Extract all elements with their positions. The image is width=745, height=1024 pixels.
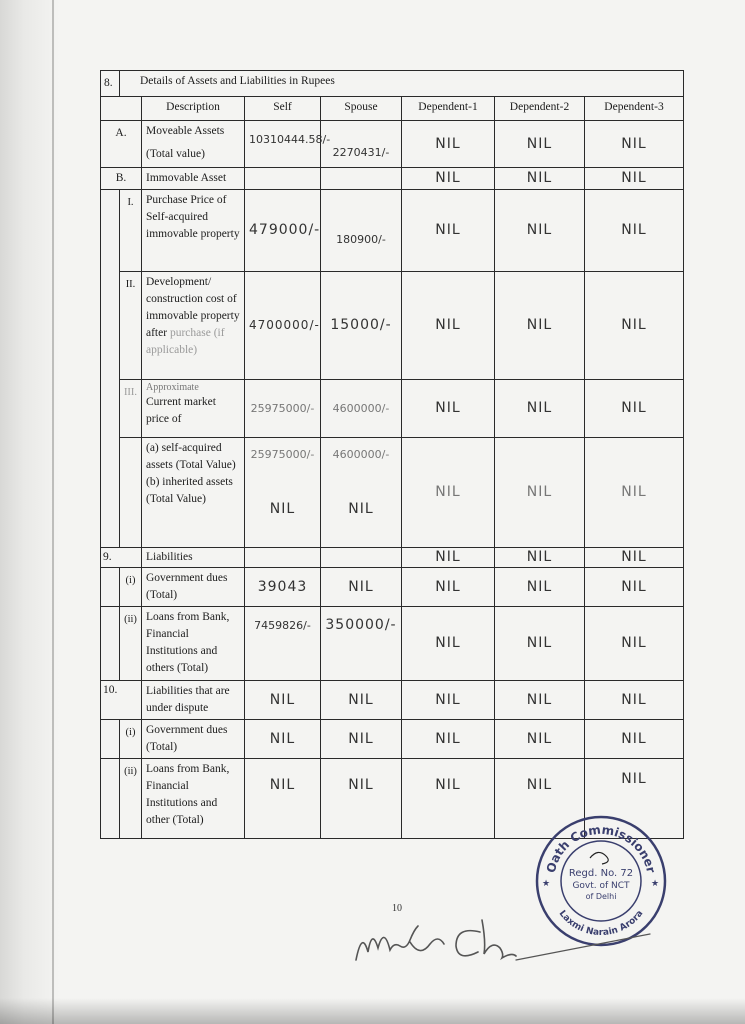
dependent-2-value: NIL <box>495 168 585 190</box>
row-description: Liabilities that are under dispute <box>142 681 245 720</box>
page-number: 10 <box>392 903 402 914</box>
dependent-3-value: NIL <box>585 168 684 190</box>
dependent-1-value: NIL <box>402 568 495 607</box>
dependent-3-value: NIL <box>585 681 684 720</box>
row-label: 9. <box>101 548 142 568</box>
row-development-cost <box>101 272 684 380</box>
section-title: Details of Assets and Liabilities in Rupees <box>120 71 684 97</box>
dependent-2-value: NIL <box>495 548 585 568</box>
stamp-govt-line: Govt. of NCT <box>572 881 630 891</box>
dependent-3-value: NIL <box>585 190 684 272</box>
dependent-3-value: NIL <box>585 272 684 380</box>
dependent-3-value: NIL <box>585 759 684 839</box>
dependent-1-value: NIL <box>402 272 495 380</box>
row-moveable-assets <box>101 121 684 168</box>
self-value: NIL <box>245 681 321 720</box>
row-label: I. <box>120 190 142 272</box>
spouse-value: NIL <box>321 568 402 607</box>
row-label: III. <box>120 380 142 438</box>
column-header-row <box>101 97 684 121</box>
self-value: 39043 <box>245 568 321 607</box>
header-dependent-1: Dependent-1 <box>402 97 495 121</box>
self-value-b: NIL <box>269 501 296 517</box>
row-liabilities <box>101 548 684 568</box>
row-government-dues <box>101 568 684 607</box>
row-description: Loans from Bank, Financial Institutions and other (Total) <box>142 759 245 839</box>
header-dependent-3: Dependent-3 <box>585 97 684 121</box>
row-immovable-asset <box>101 168 684 190</box>
spouse-value: NIL <box>321 759 402 839</box>
assets-liabilities-table <box>100 70 684 839</box>
section-number: 8. <box>101 71 120 97</box>
row-self-acquired-inherited <box>101 438 684 548</box>
spouse-value: 180900/- <box>321 190 402 272</box>
signature <box>350 912 670 972</box>
dependent-1-value: NIL <box>402 121 495 168</box>
header-self: Self <box>245 97 321 121</box>
spouse-value-b: NIL <box>348 501 374 517</box>
dependent-2-value: NIL <box>495 380 585 438</box>
row-label: (i) <box>120 720 142 759</box>
stamp-bottom-text: Laxmi Narain Arora <box>556 908 646 939</box>
dependent-2-value: NIL <box>495 190 585 272</box>
section-title-row <box>101 71 684 97</box>
row-description-faded: Approximate <box>146 382 199 393</box>
stamp-star-left-icon: ★ <box>542 879 551 889</box>
dependent-3-value: NIL <box>585 568 684 607</box>
row-label: (i) <box>120 568 142 607</box>
dependent-2-value: NIL <box>495 607 585 681</box>
dependent-3-value: NIL <box>585 720 684 759</box>
row-description: Immovable Asset <box>142 168 245 190</box>
spouse-value: NIL <box>321 720 402 759</box>
dependent-1-value: NIL <box>402 548 495 568</box>
dependent-1-value: NIL <box>402 380 495 438</box>
spouse-value: 15000/- <box>321 272 402 380</box>
row-label: II. <box>120 272 142 380</box>
dependent-3-value: NIL <box>585 121 684 168</box>
page-binding-gutter <box>0 0 60 1024</box>
row-label: A. <box>101 121 142 168</box>
row-purchase-price <box>101 190 684 272</box>
row-description-faded: purchase (if applicable) <box>146 327 225 356</box>
binding-edge <box>52 0 54 1024</box>
stamp-reg-number: Regd. No. 72 <box>568 868 634 879</box>
row-description: Loans from Bank, Financial Institutions and others (Total) <box>142 607 245 681</box>
stamp-star-right-icon: ★ <box>651 879 660 889</box>
row-description: Current market price of <box>146 396 216 425</box>
spouse-value: NIL <box>321 681 402 720</box>
row-disputed-government-dues <box>101 720 684 759</box>
row-description-b: (b) inherited assets (Total Value) <box>146 476 233 505</box>
row-label: 10. <box>101 681 142 720</box>
header-description: Description <box>142 97 245 121</box>
self-value: NIL <box>245 720 321 759</box>
page-bottom-shadow <box>0 998 745 1024</box>
dependent-1-value: NIL <box>402 607 495 681</box>
self-value: 7459826/- <box>245 607 321 681</box>
header-dependent-2: Dependent-2 <box>495 97 585 121</box>
stamp-top-text: Oath Commissioner <box>543 822 659 875</box>
stamp-initials <box>590 852 608 864</box>
spouse-value: 4600000/- <box>321 380 402 438</box>
spouse-value-a: 4600000/- <box>332 448 390 461</box>
dependent-2-value: NIL <box>495 272 585 380</box>
dependent-2-value: NIL <box>495 759 585 839</box>
dependent-1-value: NIL <box>402 168 495 190</box>
row-description: Purchase Price of Self-acquired immovable property <box>142 190 245 272</box>
dependent-1-value: NIL <box>402 681 495 720</box>
self-value: NIL <box>245 759 321 839</box>
self-value: 10310444.58/- <box>245 121 321 168</box>
self-value: 25975000/- <box>245 380 321 438</box>
row-market-price <box>101 380 684 438</box>
dependent-3-value: NIL <box>585 380 684 438</box>
row-label: (ii) <box>120 607 142 681</box>
row-description-a: (a) self-acquired assets (Total Value) <box>146 442 236 471</box>
dependent-1-value: NIL <box>402 438 495 548</box>
header-spouse: Spouse <box>321 97 402 121</box>
row-description: Government dues (Total) <box>142 568 245 607</box>
dependent-1-value: NIL <box>402 759 495 839</box>
dependent-2-value: NIL <box>495 121 585 168</box>
row-description: Government dues (Total) <box>142 720 245 759</box>
row-description: Moveable Assets <box>146 125 225 137</box>
dependent-3-value: NIL <box>585 548 684 568</box>
self-value: 479000/- <box>245 190 321 272</box>
dependent-2-value: NIL <box>495 568 585 607</box>
dependent-2-value: NIL <box>495 681 585 720</box>
self-value: 4700000/- <box>245 272 321 380</box>
dependent-1-value: NIL <box>402 190 495 272</box>
dependent-3-value: NIL <box>585 438 684 548</box>
row-disputed-liabilities <box>101 681 684 720</box>
row-description: Development/ construction cost of immovable property after <box>146 276 240 339</box>
row-label: (ii) <box>120 759 142 839</box>
dependent-2-value: NIL <box>495 438 585 548</box>
spouse-value: 2270431/- <box>321 121 402 168</box>
row-loans <box>101 607 684 681</box>
dependent-3-value: NIL <box>585 607 684 681</box>
row-description-note: (Total value) <box>146 148 205 160</box>
spouse-value: 350000/- <box>321 607 402 681</box>
dependent-2-value: NIL <box>495 720 585 759</box>
dependent-1-value: NIL <box>402 720 495 759</box>
stamp-delhi-line: of Delhi <box>585 892 617 901</box>
row-description: Liabilities <box>142 548 245 568</box>
row-label: B. <box>101 168 142 190</box>
self-value-a: 25975000/- <box>250 448 315 461</box>
